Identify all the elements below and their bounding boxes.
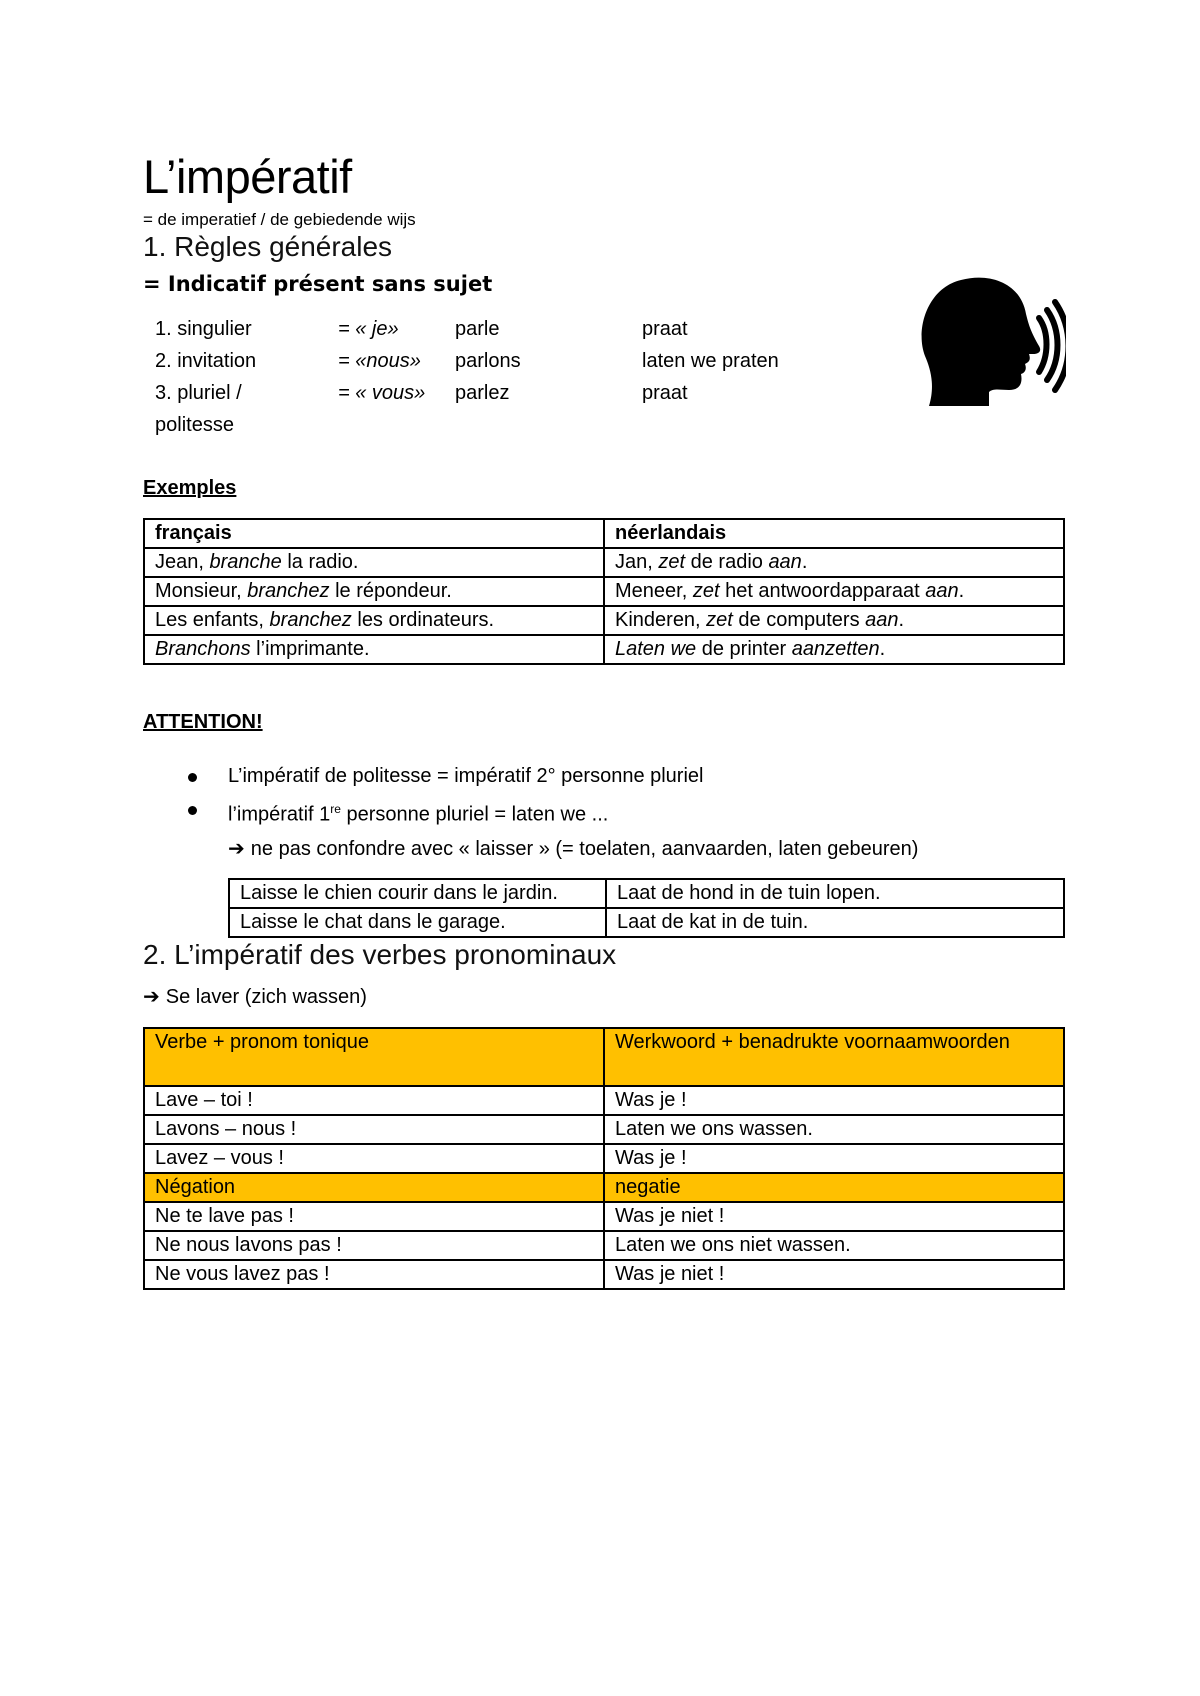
arrow-right-icon: ➔ bbox=[228, 835, 245, 860]
negation-header-row bbox=[144, 1173, 1064, 1202]
nl-cell: Laat de kat in de tuin. bbox=[606, 908, 1064, 937]
examples-table bbox=[143, 518, 1065, 665]
text-segment: . bbox=[801, 551, 808, 573]
fr-cell: Lavons – nous ! bbox=[144, 1115, 604, 1144]
column-header: Werkwoord + benadrukte voornaamwoorden bbox=[604, 1028, 1064, 1086]
list-item bbox=[143, 793, 1065, 832]
fr-cell: Laisse le chat dans le garage. bbox=[229, 908, 606, 937]
text-segment: Monsieur, bbox=[155, 580, 248, 602]
conj-translation: praat bbox=[642, 318, 688, 340]
conj-verb: parlez bbox=[455, 382, 510, 404]
conj-pronoun: = « vous» bbox=[338, 382, 426, 404]
text-segment: . bbox=[898, 609, 905, 631]
nl-cell: Was je niet ! bbox=[604, 1202, 1064, 1231]
nl-cell bbox=[604, 635, 1064, 664]
fr-cell: Lave – toi ! bbox=[144, 1086, 604, 1115]
section-1-heading: 1. Règles générales bbox=[143, 231, 393, 262]
italic-text: Laten we bbox=[615, 638, 697, 660]
fr-cell bbox=[144, 606, 604, 635]
text-segment: les ordinateurs. bbox=[351, 609, 495, 631]
nl-cell: Laten we ons niet wassen. bbox=[604, 1231, 1064, 1260]
conj-pronoun: = «nous» bbox=[338, 350, 421, 372]
nl-cell: Laat de hond in de tuin lopen. bbox=[606, 879, 1064, 908]
text-segment: het antwoordapparaat bbox=[719, 580, 926, 602]
table-row bbox=[144, 606, 1064, 635]
table-row bbox=[144, 1260, 1064, 1289]
conjugation-grid bbox=[143, 314, 1065, 439]
column-header: Verbe + pronom tonique bbox=[144, 1028, 604, 1086]
page-title: L’impératif bbox=[143, 150, 352, 203]
italic-text: zet bbox=[692, 580, 720, 602]
column-header: français bbox=[144, 519, 604, 548]
table-row bbox=[144, 1202, 1064, 1231]
arrow-note-text: ne pas confondre avec « laisser » (= toelaten, aanvaarden, laten gebeuren) bbox=[250, 837, 919, 860]
column-header: negatie bbox=[604, 1173, 1064, 1202]
laisser-table bbox=[228, 878, 1065, 938]
attention-list bbox=[143, 760, 1065, 832]
text-segment: le répondeur. bbox=[329, 580, 452, 602]
document-page bbox=[143, 150, 1065, 1290]
column-header: Négation bbox=[144, 1173, 604, 1202]
fr-cell: Laisse le chien courir dans le jardin. bbox=[229, 879, 606, 908]
conj-label: 2. invitation bbox=[155, 350, 257, 372]
table-row bbox=[144, 577, 1064, 606]
bullet-text: personne pluriel = laten we ... bbox=[340, 803, 609, 826]
italic-text: aanzetten bbox=[791, 638, 880, 660]
speaking-head-icon bbox=[921, 274, 1066, 414]
conj-translation: praat bbox=[642, 382, 688, 404]
table-row bbox=[144, 1144, 1064, 1173]
text-segment: Jean, bbox=[155, 551, 210, 573]
table-row bbox=[229, 879, 1064, 908]
fr-cell: Ne vous lavez pas ! bbox=[144, 1260, 604, 1289]
italic-text: aan bbox=[925, 580, 959, 602]
italic-text: zet bbox=[658, 551, 686, 573]
nl-cell bbox=[604, 548, 1064, 577]
arrow-note bbox=[143, 832, 1065, 866]
text-segment: de computers bbox=[732, 609, 866, 631]
italic-text: aan bbox=[865, 609, 899, 631]
italic-text: aan bbox=[768, 551, 802, 573]
fr-cell bbox=[144, 577, 604, 606]
italic-text: branchez bbox=[247, 580, 330, 602]
conj-verb: parle bbox=[455, 318, 500, 340]
attention-heading: ATTENTION! bbox=[143, 711, 263, 733]
text-segment: . bbox=[879, 638, 886, 660]
text-segment: de printer bbox=[696, 638, 792, 660]
table-row bbox=[144, 635, 1064, 664]
conj-translation: laten we praten bbox=[642, 350, 779, 372]
fr-cell: Ne te lave pas ! bbox=[144, 1202, 604, 1231]
nl-cell bbox=[604, 577, 1064, 606]
text-segment: Jan, bbox=[615, 551, 659, 573]
text-segment: de radio bbox=[685, 551, 769, 573]
list-item: L’impératif de politesse = impératif 2° personne pluriel bbox=[143, 760, 1065, 793]
fr-cell: Lavez – vous ! bbox=[144, 1144, 604, 1173]
nl-cell: Laten we ons wassen. bbox=[604, 1115, 1064, 1144]
conj-label: 3. pluriel / bbox=[155, 382, 242, 404]
table-row bbox=[144, 1231, 1064, 1260]
conj-label-continuation: politesse bbox=[155, 414, 234, 436]
table-row bbox=[144, 1115, 1064, 1144]
italic-text: branche bbox=[209, 551, 282, 573]
italic-text: zet bbox=[706, 609, 733, 631]
fr-cell bbox=[144, 548, 604, 577]
nl-cell: Was je ! bbox=[604, 1086, 1064, 1115]
text-segment: . bbox=[958, 580, 965, 602]
section-2-heading: 2. L’impératif des verbes pronominaux bbox=[143, 938, 617, 970]
table-header-row bbox=[144, 1028, 1064, 1086]
examples-heading: Exemples bbox=[143, 477, 237, 499]
italic-text: branchez bbox=[269, 609, 352, 631]
text-segment: Les enfants, bbox=[155, 609, 270, 631]
table-row bbox=[144, 1086, 1064, 1115]
bullet-text: l’impératif 1 bbox=[228, 803, 331, 826]
se-laver-text: Se laver (zich wassen) bbox=[165, 985, 367, 1008]
text-segment: l’imprimante. bbox=[250, 638, 370, 660]
table-row bbox=[229, 908, 1064, 937]
table-row bbox=[144, 548, 1064, 577]
text-segment: Meneer, bbox=[615, 580, 693, 602]
conj-pronoun: = « je» bbox=[338, 318, 399, 340]
pronominal-table bbox=[143, 1027, 1065, 1290]
text-segment: la radio. bbox=[281, 551, 359, 573]
superscript: re bbox=[330, 802, 341, 816]
conj-verb: parlons bbox=[455, 350, 521, 372]
se-laver-line bbox=[143, 984, 1065, 1009]
text-segment: Kinderen, bbox=[615, 609, 707, 631]
fr-cell: Ne nous lavons pas ! bbox=[144, 1231, 604, 1260]
table-header-row bbox=[144, 519, 1064, 548]
nl-cell bbox=[604, 606, 1064, 635]
arrow-right-icon: ➔ bbox=[143, 983, 160, 1008]
rule-text: = Indicatif présent sans sujet bbox=[143, 272, 493, 296]
fr-cell bbox=[144, 635, 604, 664]
page-subtitle: = de imperatief / de gebiedende wijs bbox=[143, 210, 416, 229]
nl-cell: Was je ! bbox=[604, 1144, 1064, 1173]
italic-text: Branchons bbox=[155, 638, 251, 660]
conj-label: 1. singulier bbox=[155, 318, 252, 340]
nl-cell: Was je niet ! bbox=[604, 1260, 1064, 1289]
column-header: néerlandais bbox=[604, 519, 1064, 548]
